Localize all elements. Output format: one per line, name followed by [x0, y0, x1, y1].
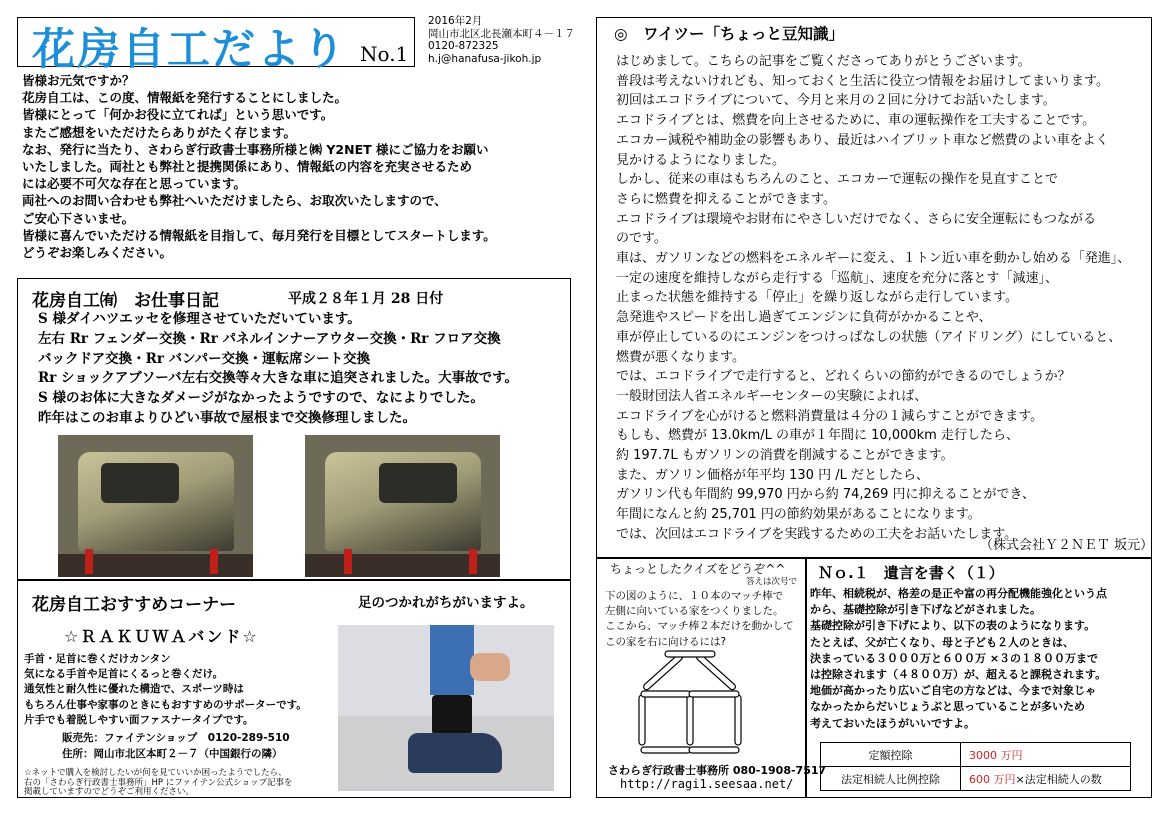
matchstick: [695, 653, 736, 691]
newsletter-title: 花房自工だより: [32, 25, 347, 75]
greeting-line: どうぞお楽しみください。: [22, 245, 173, 261]
diary-line: Rr ショックアブソーバ左右交換等々大きな車に追突されました。大事故です。: [38, 370, 519, 387]
quiz-line: 下の図のように、１０本のマッチ棒で: [605, 590, 784, 602]
eco-line: 初回はエコドライブについて、今月と来月の２回に分けてお話いたします。: [616, 93, 1056, 109]
matchstick: [687, 695, 693, 745]
eco-line: 燃費が悪くなります。: [616, 349, 745, 365]
table-row: [821, 767, 1131, 791]
eco-line: 約 197.7L もガソリンの消費を削減することができます。: [616, 448, 954, 464]
deduction-label: 法定相続人比例控除: [821, 767, 961, 791]
matchstick: [642, 653, 683, 691]
greeting-line: 皆様に喜んでいただける情報紙を目指して、毎月発行を目標としてスタートします。: [22, 227, 496, 243]
will-line: は控除されます（４８００万）が、超えると課税されます。: [810, 668, 1107, 682]
greeting-line: いたしました。両社とも弊社と提携関係にあり、情報紙の内容を充実させるため: [22, 159, 473, 175]
matchstick-house-diagram: [628, 650, 778, 758]
greeting-line: ご安心下さいませ。: [22, 210, 135, 226]
deduction-label: 定額控除: [821, 743, 961, 767]
eco-drive-text: [616, 52, 1130, 545]
will-title: Ｎｏ.１ 遺言を書く（１）: [818, 564, 1004, 582]
law-office-contact: さわらぎ行政書士事務所 080-1908-7517: [608, 764, 827, 777]
greeting-text: [22, 72, 496, 261]
will-line: 昨年、相続税が、格差の是正や富の再分配機能強化という点: [810, 587, 1107, 600]
eco-line: 一般財団法人省エネルギーセンターの実験によれば、: [616, 388, 928, 404]
car-repair-photo-left: [58, 435, 253, 577]
product-line: 通気性と耐久性に優れた構造で、スポーツ時は: [24, 683, 244, 696]
eco-line: 普段は考えないけれども、知っておくと生活に役立つ情報をお届けしてまいります。: [616, 73, 1109, 89]
will-text: [810, 586, 1107, 732]
eco-line: のです。: [616, 231, 667, 247]
will-line: から、基礎控除が引き下げなどがされました。: [810, 603, 1041, 617]
matchstick: [735, 695, 741, 745]
will-line: 地価が高かったり広いご自宅の方などは、今まで対象じゃ: [810, 684, 1096, 698]
company-phone: 0120-872325: [428, 40, 499, 52]
eco-line: 見かけるようになりました。: [616, 152, 786, 168]
company-email: h.j@hanafusa-jikoh.jp: [428, 52, 542, 65]
matchstick: [665, 651, 715, 657]
eco-line: エコカー減税や補助金の影響もあり、最近はハイブリット車など燃費のよい車をよく: [616, 132, 1109, 148]
recommend-subtitle: 足のつかれがちがいますよ。: [358, 595, 534, 611]
note-line: 掲載していますのでどうぞご利用ください。: [24, 787, 195, 798]
shop-phone: 販売先：ファイテンショップ 0120-289-510: [62, 732, 290, 744]
greeting-line: 両社へのお問い合わせも弊社へいただけましたら、お取次いたしますので、: [22, 193, 447, 209]
note-line: 右の「さわらぎ行政書士事務所」HP にファイテン公式ショップ記事を: [24, 777, 293, 788]
eco-line: 一定の速度を維持しながら走行する「巡航」、速度を充分に落とす「減速」、: [616, 270, 1059, 286]
purchase-note: [24, 769, 292, 798]
eco-line: 年間になんと約 25,701 円の節約効果があることになります。: [616, 507, 981, 523]
deduction-value: 3000 万円: [961, 743, 1131, 767]
product-line: 片手でも着脱しやすい面ファスナータイプです。: [24, 713, 254, 726]
will-line: 基礎控除が引き下げにより、以下の表のようになります。: [810, 619, 1096, 633]
will-line: 決まっている３０００万と６００万 ×３の１８００万まで: [810, 651, 1099, 665]
diary-line: S 様ダイハツエッセを修理させていただいています。: [38, 311, 361, 327]
issue-date: 2016年2月: [428, 15, 483, 27]
will-line: 考えておいたほうがいいですよ。: [810, 716, 975, 730]
quiz-title: ちょっとしたクイズをどうぞ^^: [610, 562, 786, 576]
eco-line: では、エコドライブで走行すると、どれくらいの節約ができるのでしょうか？: [616, 369, 1071, 385]
matchstick: [639, 695, 645, 745]
diary-line: 昨年はこのお車よりひどい事故で屋根まで交換修理しました。: [38, 409, 416, 426]
eco-line: しかし、従来の車はもちろんのこと、エコカーで運転の操作を見直すことで: [616, 172, 1059, 188]
eco-line: また、ガソリン価格が年平均 130 円 /L だとしたら、: [616, 467, 929, 483]
product-line: 手首・足首に巻くだけカンタン: [24, 653, 171, 665]
shop-address: 住所：岡山市北区本町２－７（中国銀行の隣）: [62, 747, 283, 760]
ankle-band-photo: [338, 625, 554, 791]
greeting-line: 皆様にとって「何かお役に立てれば」という思いです。: [22, 107, 334, 123]
note-line: ☆ネットで購入を検討したいが何を見ていいか困ったようでしたら、: [24, 768, 287, 778]
deduction-value: 600 万円×法定相続人の数: [961, 767, 1131, 791]
deduction-table: [820, 742, 1131, 791]
work-diary-date: 平成２８年１月 28 日付: [288, 291, 444, 307]
will-line: なかったからだいじょうぶと思っていることが多いため: [810, 700, 1085, 714]
quiz-line: 左側に向いている家をつくりました。: [605, 605, 784, 618]
product-line: 気になる手首や足首にくるっと巻くだけ。: [24, 668, 224, 681]
quiz-answer-note: 答えは次号で: [746, 577, 798, 587]
product-line: もちろん仕事や家事のときにもおすすめのサポーターです。: [24, 698, 307, 711]
quiz-text: [605, 589, 794, 650]
greeting-line: 花房自工は、この度、情報紙を発行することにしました。: [22, 90, 348, 106]
matchstick: [641, 691, 691, 697]
issue-number: No.1: [360, 42, 409, 66]
shop-info: [62, 731, 290, 762]
recommend-title: 花房自工おすすめコーナー: [32, 595, 237, 615]
eco-line: 車は、ガソリンなどの燃料をエネルギーに変え、１トン近い車を動かし始める「発進」、: [616, 251, 1131, 267]
table-row: [821, 743, 1131, 767]
greeting-line: なお、発行に当たり、さわらぎ行政書士事務所様と㈱ Y2NET 様にご協力をお願い: [22, 141, 489, 157]
greeting-line: には必要不可欠な存在と思っています。: [22, 176, 247, 192]
greeting-line: またご感想をいただけたらありがたく存じます。: [22, 124, 297, 140]
matchstick: [689, 691, 739, 697]
greeting-line: 皆様お元気ですか？: [22, 73, 135, 88]
eco-drive-title: ◎ ワイツー「ちょっと豆知識」: [614, 25, 845, 43]
eco-line: エコドライブとは、燃費を向上させるために、車の運転操作を工夫することです。: [616, 113, 1096, 129]
quiz-line: ここから、マッチ棒２本だけを動かして: [605, 620, 794, 633]
eco-line: 止まった状態を維持する「停止」を繰り返しながら走行しています。: [616, 290, 1018, 306]
eco-line: エコドライブを心がけると燃料消費量は４分の１減らすことができます。: [616, 408, 1044, 424]
masthead-info: [428, 15, 575, 65]
diary-line: バックドア交換・Rr バンパー交換・運転席シート交換: [38, 350, 371, 367]
work-diary-text: [38, 310, 518, 429]
eco-line: 車が停止しているのにエンジンをつけっぱなしの状態（アイドリング）にしていると、: [616, 329, 1122, 345]
eco-drive-author: （株式会社Ｙ２ＮＥＴ 坂元）: [980, 538, 1154, 553]
company-address: 岡山市北区北長瀬本町４－１７: [428, 27, 575, 40]
product-name: ☆ＲＡＫＵＷＡバンド☆: [64, 627, 259, 646]
eco-line: では、次回はエコドライブを実践するための工夫をお話いたします。: [616, 526, 1018, 542]
eco-line: もしも、燃費が 13.0km/L の車が１年間に 10,000km 走行したら、: [616, 428, 1019, 444]
eco-line: ガソリン代も年間約 99,970 円から約 74,269 円に抑えることができ、: [616, 487, 1035, 503]
eco-line: エコドライブは環境やお財布にやさしいだけでなく、さらに安全運転にもつながる: [616, 211, 1096, 227]
eco-line: 急発進やスピードを出し過ぎてエンジンに負荷がかかることや、: [616, 310, 992, 326]
product-description: [24, 652, 307, 728]
diary-line: 左右 Rr フェンダー交換・Rr パネルインナーアウター交換・Rr フロア交換: [38, 330, 501, 347]
matchstick: [689, 747, 739, 753]
matchstick: [641, 747, 691, 753]
work-diary-title: 花房自工㈲ お仕事日記: [32, 291, 219, 311]
car-repair-photo-right: [305, 435, 500, 577]
eco-line: さらに燃費を抑えることができます。: [616, 191, 836, 207]
diary-line: S 様のお体に大きなダメージがなかったようですので、なによりでした。: [38, 390, 484, 407]
will-line: たとえば、父が亡くなり、母と子ども２人のときは、: [810, 635, 1074, 649]
eco-line: はじめまして。こちらの記事をご覧くださってありがとうございます。: [616, 54, 1031, 69]
quiz-line: この家を右に向けるには?: [605, 635, 727, 648]
law-office-url[interactable]: http://ragi1.seesaa.net/: [620, 777, 794, 791]
